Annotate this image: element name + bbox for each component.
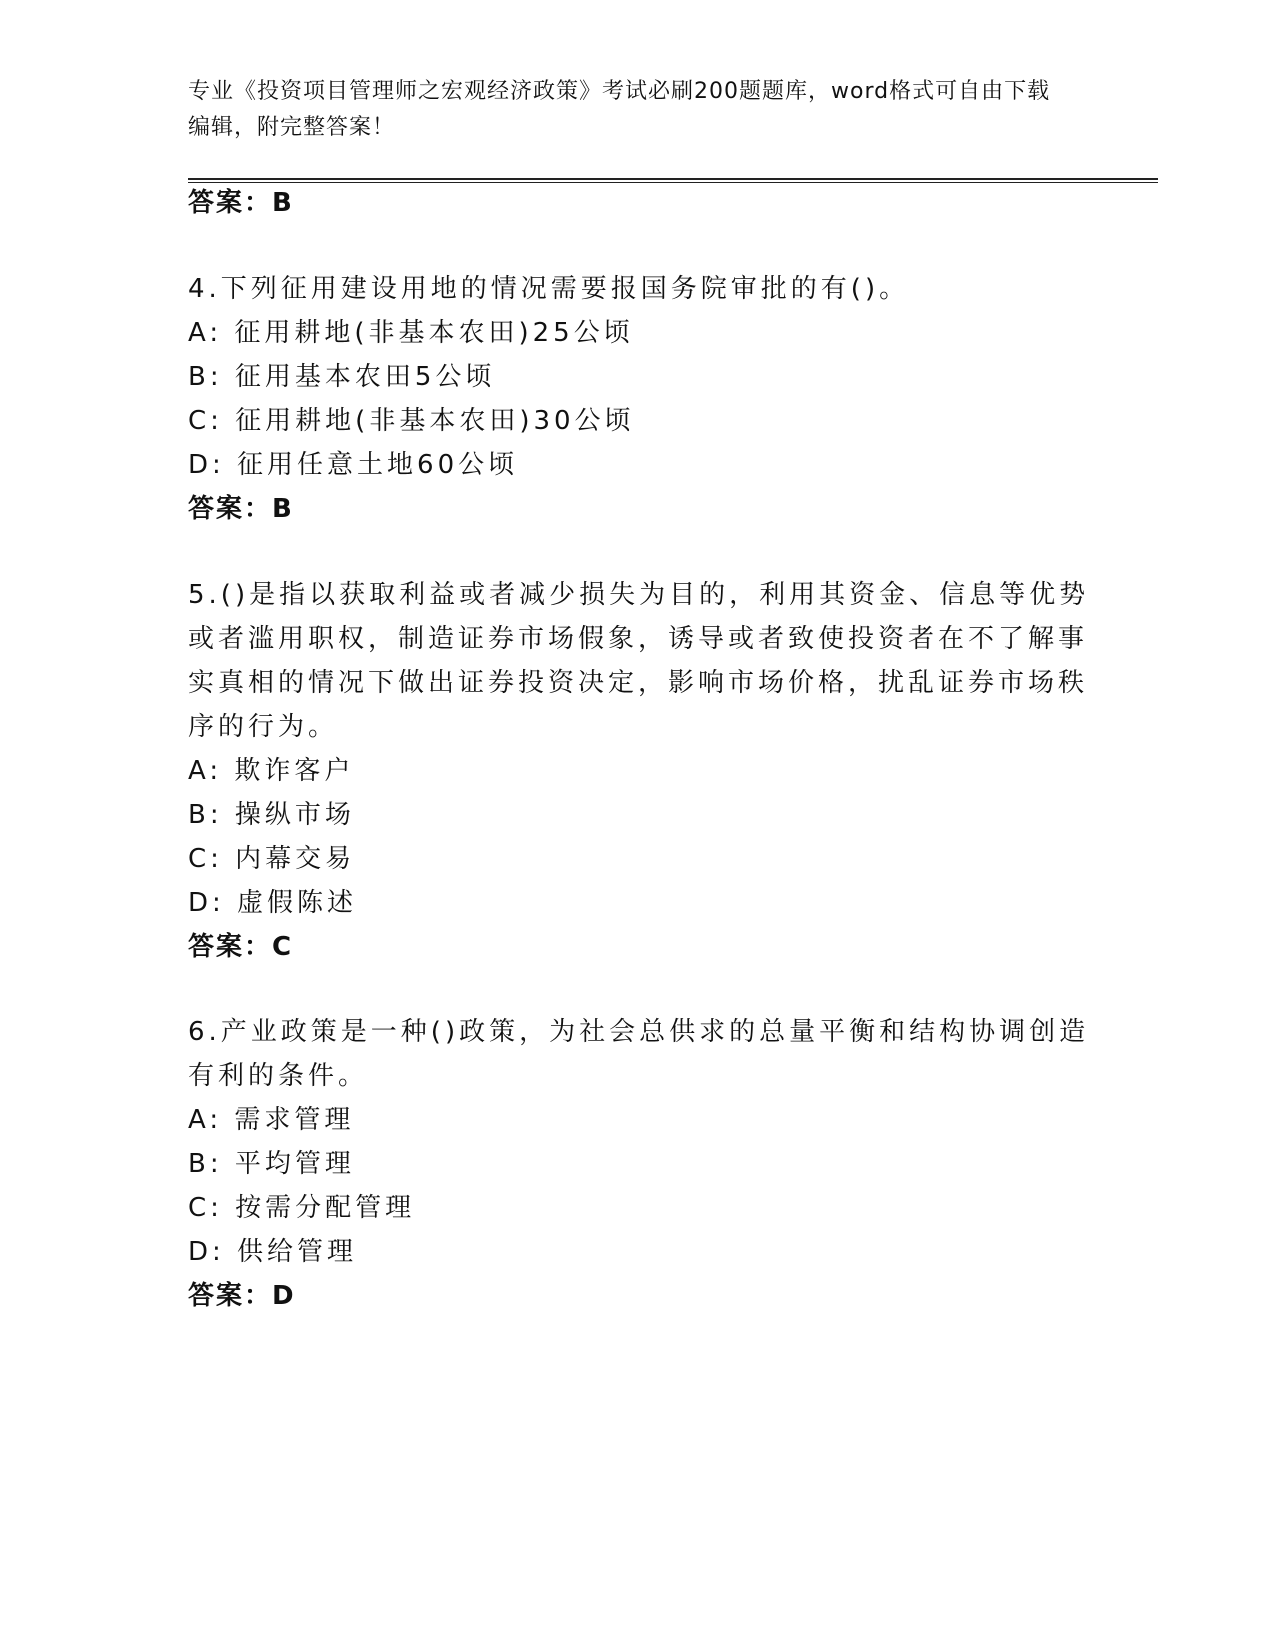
- question-5-stem-line-4: 序的行为。: [188, 712, 339, 742]
- question-6-answer: 答案：D: [188, 1281, 296, 1311]
- question-4-option-a: A: 征用耕地(非基本农田)25公顷: [188, 318, 634, 348]
- question-6-option-a: A: 需求管理: [188, 1105, 355, 1135]
- question-6-stem-line-1: 6.产业政策是一种()政策，为社会总供求的总量平衡和结构协调创造: [188, 1017, 1090, 1047]
- question-4-option-d: D: 征用任意土地60公顷: [188, 450, 519, 480]
- question-6-option-d: D: 供给管理: [188, 1237, 358, 1267]
- question-5-answer: 答案：C: [188, 932, 294, 962]
- question-4-answer: 答案：B: [188, 494, 294, 524]
- header-rule: [188, 178, 1158, 183]
- question-6-stem-line-2: 有利的条件。: [188, 1061, 369, 1091]
- question-4-stem: 4.下列征用建设用地的情况需要报国务院审批的有()。: [188, 274, 910, 304]
- question-5-option-c: C: 内幕交易: [188, 844, 356, 874]
- answer-label: 答案：B: [188, 188, 294, 218]
- header-note: 专业《投资项目管理师之宏观经济政策》考试必刷200题题库，word格式可自由下载编辑，附完整答案！: [188, 79, 1051, 140]
- question-5-stem-line-1: 5.()是指以获取利益或者减少损失为目的，利用其资金、信息等优势: [188, 580, 1090, 610]
- question-6-option-b: B: 平均管理: [188, 1149, 355, 1179]
- question-6-option-c: C: 按需分配管理: [188, 1193, 416, 1223]
- question-5-option-d: D: 虚假陈述: [188, 888, 358, 918]
- question-5-stem-line-3: 实真相的情况下做出证券投资决定，影响市场价格，扰乱证券市场秩: [188, 668, 1089, 698]
- question-5-option-a: A: 欺诈客户: [188, 756, 355, 786]
- question-5-stem-line-2: 或者滥用职权，制造证券市场假象，诱导或者致使投资者在不了解事: [188, 624, 1089, 654]
- question-4-option-b: B: 征用基本农田5公顷: [188, 362, 496, 392]
- question-4-option-c: C: 征用耕地(非基本农田)30公顷: [188, 406, 635, 436]
- question-5-option-b: B: 操纵市场: [188, 800, 355, 830]
